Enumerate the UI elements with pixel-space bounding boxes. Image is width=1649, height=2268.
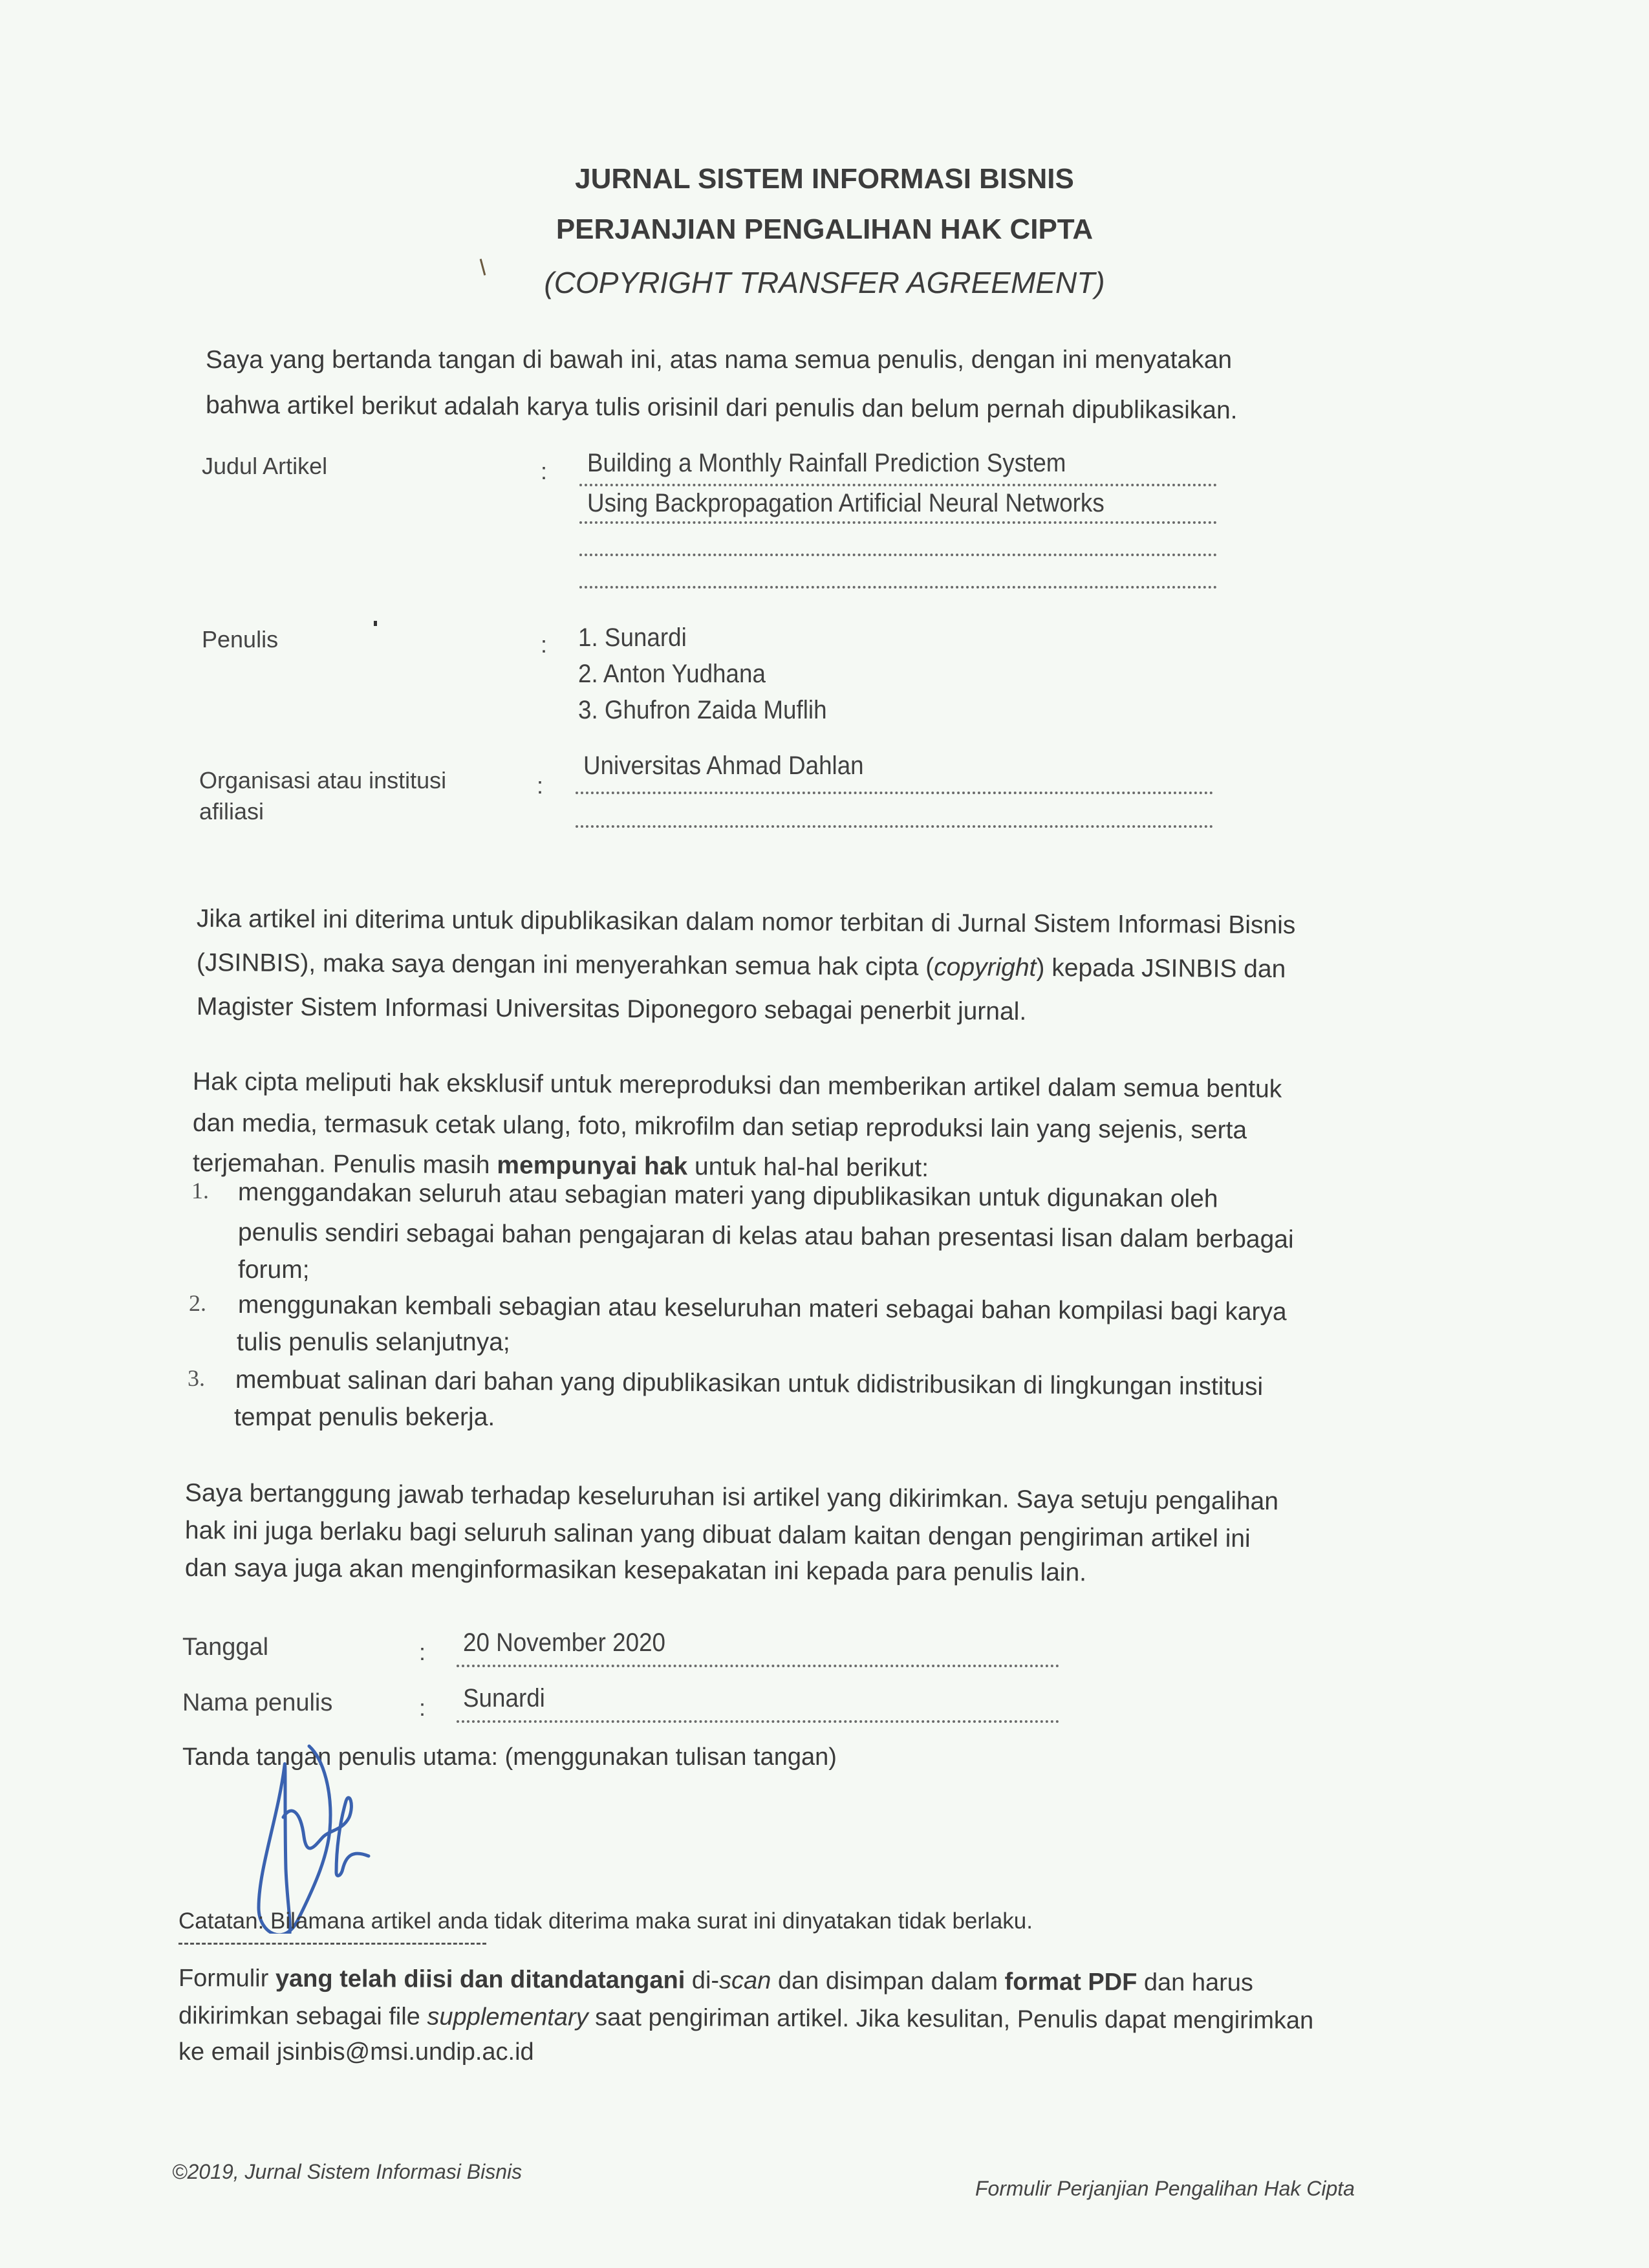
date-dotted-line bbox=[457, 1665, 1059, 1667]
para2-line-1: Hak cipta meliputi hak eksklusif untuk mereproduksi dan memberikan artikel dalam semua bentuk bbox=[192, 1068, 1282, 1103]
author-item-2[interactable]: 2. Anton Yudhana bbox=[578, 660, 766, 688]
rights-item-number: 3. bbox=[188, 1365, 205, 1391]
intro-line-2: bahwa artikel berikut adalah karya tulis orisinil dari penulis dan belum pernah dipublikasikan. bbox=[205, 391, 1238, 425]
article-title-dotted-line-2 bbox=[579, 521, 1217, 524]
form-title: PERJANJIAN PENGALIHAN HAK CIPTA bbox=[555, 213, 1094, 245]
affiliation-dotted-line-2 bbox=[576, 825, 1213, 828]
instructions-line-1: Formulir yang telah diisi dan ditandatangani di-scan dan disimpan dalam format PDF dan harus bbox=[178, 1965, 1254, 1997]
para1-line-2: (JSINBIS), maka saya dengan ini menyerahkan semua hak cipta (copyright) kepada JSINBIS dan bbox=[196, 949, 1286, 984]
rights-item-line: forum; bbox=[238, 1256, 310, 1284]
rights-item-number: 2. bbox=[189, 1290, 206, 1316]
para3-line-3: dan saya juga akan menginformasikan kesepakatan ini kepada para penulis lain. bbox=[184, 1554, 1087, 1587]
form-subtitle: (COPYRIGHT TRANSFER AGREEMENT) bbox=[544, 266, 1105, 299]
article-title-line-2[interactable]: Using Backpropagation Artificial Neural Networks bbox=[587, 489, 1105, 517]
author-name-value[interactable]: Sunardi bbox=[463, 1684, 545, 1712]
para1-line-3: Magister Sistem Informasi Universitas Diponegoro sebagai penerbit jurnal. bbox=[196, 993, 1027, 1026]
article-title-dotted-line-3 bbox=[579, 554, 1217, 556]
para3-line-2: hak ini juga berlaku bagi seluruh salinan yang dibuat dalam kaitan dengan pengiriman artikel ini bbox=[184, 1517, 1251, 1553]
footer-form-name: Formulir Perjanjian Pengalihan Hak Cipta bbox=[975, 2177, 1355, 2200]
instructions-line-2: dikirimkan sebagai file supplementary saat pengiriman artikel. Jika kesulitan, Penulis dapat mengirimkan bbox=[178, 2002, 1314, 2035]
rights-item-line: membuat salinan dari bahan yang dipublikasikan untuk didistribusikan di lingkungan institusi bbox=[235, 1366, 1264, 1401]
article-title-colon: : bbox=[541, 458, 548, 484]
para2-line-3: terjemahan. Penulis masih mempunyai hak untuk hal-hal berikut: bbox=[192, 1149, 929, 1182]
author-name-dotted-line bbox=[457, 1720, 1059, 1723]
rights-item-line: menggandakan seluruh atau sebagian materi yang dipublikasikan untuk digunakan oleh bbox=[237, 1178, 1218, 1213]
instructions-line-3: ke email jsinbis@msi.undip.ac.id bbox=[178, 2038, 534, 2066]
author-name-colon: : bbox=[419, 1694, 426, 1721]
affiliation-colon: : bbox=[537, 772, 544, 799]
scan-speck bbox=[374, 621, 377, 626]
rights-item-line: penulis sendiri sebagai bahan pengajaran di kelas atau bahan presentasi lisan dalam berbagai bbox=[237, 1218, 1294, 1254]
para3-line-1: Saya bertanggung jawab terhadap keseluruhan isi artikel yang dikirimkan. Saya setuju pengalihan bbox=[184, 1479, 1279, 1516]
date-colon: : bbox=[419, 1639, 426, 1665]
article-title-label: Judul Artikel bbox=[202, 453, 328, 479]
footer-copyright: ©2019, Jurnal Sistem Informasi Bisnis bbox=[172, 2160, 523, 2183]
affiliation-dotted-line-1 bbox=[576, 792, 1213, 794]
affiliation-label-line-1: Organisasi atau institusi bbox=[199, 767, 447, 794]
rights-item-line: menggunakan kembali sebagian atau keseluruhan materi sebagai bahan kompilasi bagi karya bbox=[237, 1291, 1287, 1326]
journal-title: JURNAL SISTEM INFORMASI BISNIS bbox=[575, 163, 1074, 195]
intro-line-1: Saya yang bertanda tangan di bawah ini, atas nama semua penulis, dengan ini menyatakan bbox=[206, 346, 1233, 374]
para2-line-2: dan media, termasuk cetak ulang, foto, mikrofilm dan setiap reproduksi lain yang sejenis, serta bbox=[192, 1109, 1247, 1145]
rights-item-number: 1. bbox=[191, 1178, 209, 1204]
rights-item-line: tulis penulis selanjutnya; bbox=[237, 1328, 510, 1356]
note-text: Catatan: Bilamana artikel anda tidak diterima maka surat ini dinyatakan tidak berlaku. bbox=[178, 1908, 1033, 1934]
article-title-dotted-line-1 bbox=[579, 484, 1217, 486]
para1-line-1: Jika artikel ini diterima untuk dipublikasikan dalam nomor terbitan di Jurnal Sistem Informasi Bisnis bbox=[196, 905, 1296, 940]
signature-label: Tanda tangan penulis utama: (menggunakan tulisan tangan) bbox=[182, 1744, 837, 1771]
author-item-3[interactable]: 3. Ghufron Zaida Muflih bbox=[578, 696, 827, 724]
rights-item-line: tempat penulis bekerja. bbox=[234, 1403, 495, 1431]
note-separator bbox=[178, 1943, 486, 1945]
date-value[interactable]: 20 November 2020 bbox=[463, 1628, 666, 1657]
author-item-1[interactable]: 1. Sunardi bbox=[578, 623, 687, 652]
article-title-dotted-line-4 bbox=[579, 586, 1217, 589]
authors-colon: : bbox=[541, 631, 548, 658]
signature-stroke-2 bbox=[283, 1798, 369, 1876]
article-title-line-1[interactable]: Building a Monthly Rainfall Prediction System bbox=[587, 449, 1066, 477]
affiliation-line-1[interactable]: Universitas Ahmad Dahlan bbox=[583, 751, 864, 780]
author-name-label: Nama penulis bbox=[182, 1689, 333, 1716]
authors-label: Penulis bbox=[202, 626, 279, 653]
date-label: Tanggal bbox=[182, 1634, 269, 1661]
affiliation-label-line-2: afiliasi bbox=[199, 798, 264, 825]
